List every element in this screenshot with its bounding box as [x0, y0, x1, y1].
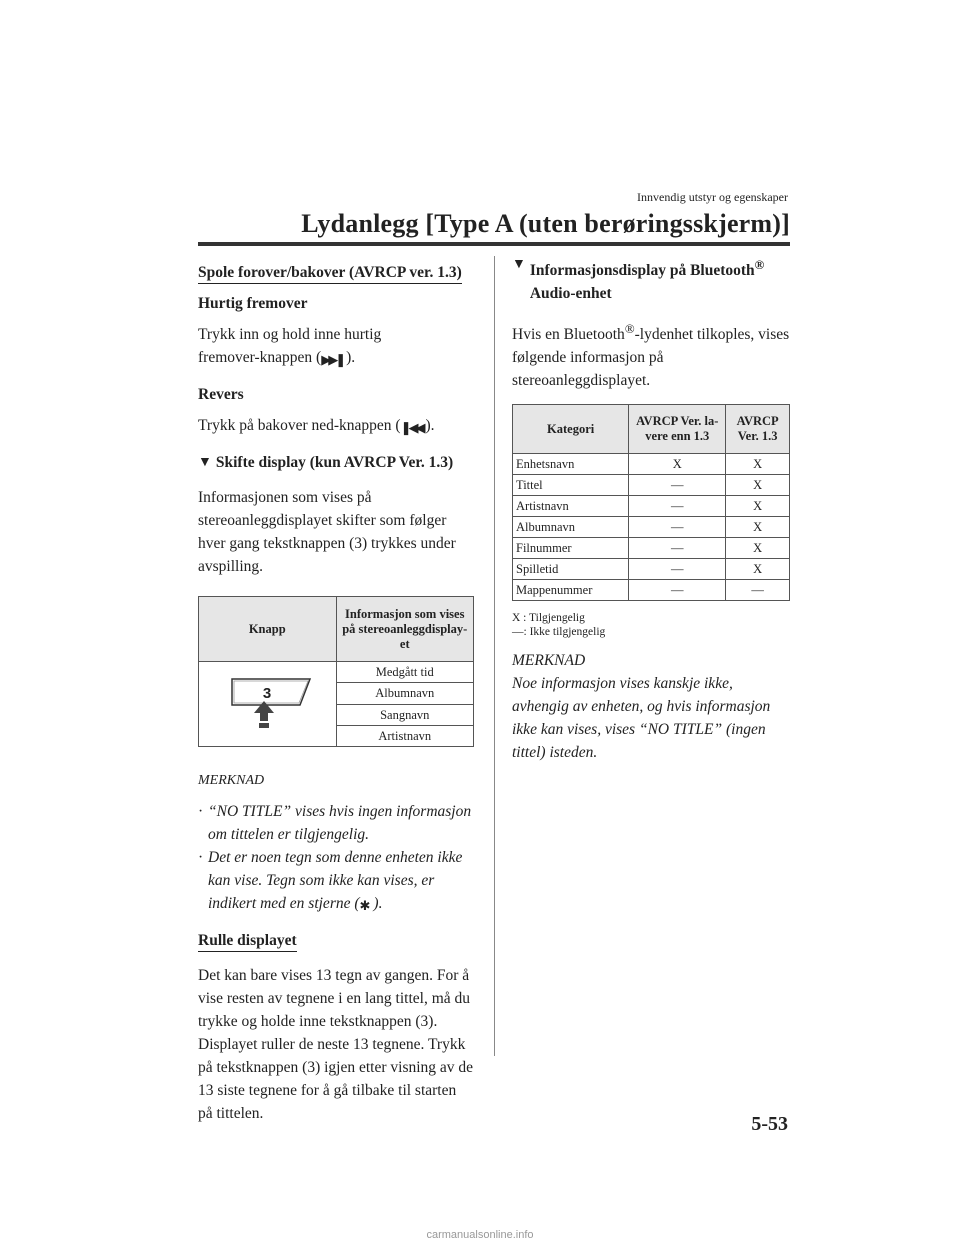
note-heading: MERKNAD — [198, 773, 265, 788]
note-item: · “NO TITLE” vises hvis ingen informasjon om tittelen er tilgjengelig. — [198, 803, 472, 843]
footer-watermark: carmanualsonline.info — [426, 1229, 534, 1241]
table-row: Albumnavn — X — [513, 517, 790, 538]
table-row: Filnummer — X — [513, 538, 790, 559]
col-header-avrcp-13: AVRCP Ver. 1.3 — [726, 405, 790, 454]
skip-back-icon: ❚◀◀ — [400, 420, 423, 435]
note-text: Noe informasjon vises kanskje ikke, avhengig av enheten, og hvis informasjon ikke kan vises, vises “NO TITLE” (ingen tittel) isteden. — [512, 675, 771, 762]
column-divider — [494, 256, 495, 1056]
col-header-button: Knapp — [199, 597, 337, 662]
para-bluetooth-info: Hvis en Bluetooth®-lydenhet tilkoples, vises følgende informasjon på stereoanleggdisplayet. — [512, 321, 790, 390]
triangle-down-icon: ▼ — [198, 455, 212, 470]
info-row: Albumnavn — [336, 683, 474, 704]
left-column — [198, 253, 474, 1125]
table-row: Artistnavn — X — [513, 496, 790, 517]
triangle-down-icon: ▼ — [512, 257, 526, 272]
section-label: Innvendig utstyr og egenskaper — [637, 190, 788, 204]
asterisk-icon: ✱ — [359, 898, 371, 913]
heading-switch-display: ▼ Skifte display (kun AVRCP Ver. 1.3) — [198, 451, 474, 474]
legend-unavailable: —: Ikke tilgjengelig — [512, 626, 606, 639]
text-button-3-illustration — [212, 667, 322, 735]
info-row: Medgått tid — [336, 662, 474, 683]
page-title: Lydanlegg [Type A (uten berøringsskjerm)] — [301, 209, 790, 238]
bluetooth-info-table — [512, 404, 790, 601]
para-switch-display: Informasjonen som vises på stereoanleggdisplayet skifter som følger hver gang tekstknappen (3) trykkes under avspilling. — [198, 489, 456, 575]
button-label: 3 — [263, 685, 272, 702]
right-column — [512, 253, 790, 764]
legend-available: X : Tilgjengelig — [512, 612, 585, 625]
heading-spool: Spole forover/bakover (AVRCP ver. 1.3) — [198, 262, 462, 284]
button-illustration-cell — [199, 662, 337, 747]
table-row: Tittel — X — [513, 475, 790, 496]
info-row: Artistnavn — [336, 725, 474, 746]
col-header-avrcp-lower: AVRCP Ver. la-vere enn 1.3 — [629, 405, 726, 454]
page-number: 5-53 — [751, 1113, 788, 1135]
heading-scroll-display: Rulle displayet — [198, 930, 297, 952]
info-row: Sangnavn — [336, 704, 474, 725]
para-reverse: Trykk på bakover ned-knappen (❚◀◀ ). — [198, 414, 474, 439]
col-header-info: Informasjon som vises på stereoanleggdisplay-et — [336, 597, 474, 662]
table-row: Enhetsnavn X X — [513, 454, 790, 475]
para-scroll-display: Det kan bare vises 13 tegn av gangen. For å vise resten av tegnene i en lang tittel, må du trykke og holde inne tekstknappen (3). Displayet ruller de neste 13 tegnene. Trykk på tekstknappen (3) igjen etter visning av de 13 siste tegnene for å gå tilbake til starten på tittelen. — [198, 967, 474, 1122]
table-row: Spilletid — X — [513, 559, 790, 580]
note-item: · Det er noen tegn som denne enheten ikke kan vise. Tegn som ikke kan vises, er indikert med en stjerne (✱ ). — [198, 846, 474, 917]
col-header-category: Kategori — [513, 405, 629, 454]
para-fast-forward: Trykk inn og hold inne hurtig fremover-knappen (▶▶❚ ). — [198, 323, 474, 371]
display-info-table — [198, 596, 474, 747]
title-rule — [198, 242, 790, 246]
note-heading: MERKNAD — [512, 652, 586, 670]
heading-fast-forward: Hurtig fremover — [198, 295, 308, 312]
skip-forward-icon: ▶▶❚ — [321, 352, 344, 367]
heading-bluetooth-info: ▼ Informasjonsdisplay på Bluetooth® Audio-enhet — [512, 253, 790, 305]
table-row: Mappenummer — — — [513, 580, 790, 601]
heading-reverse: Revers — [198, 386, 244, 403]
